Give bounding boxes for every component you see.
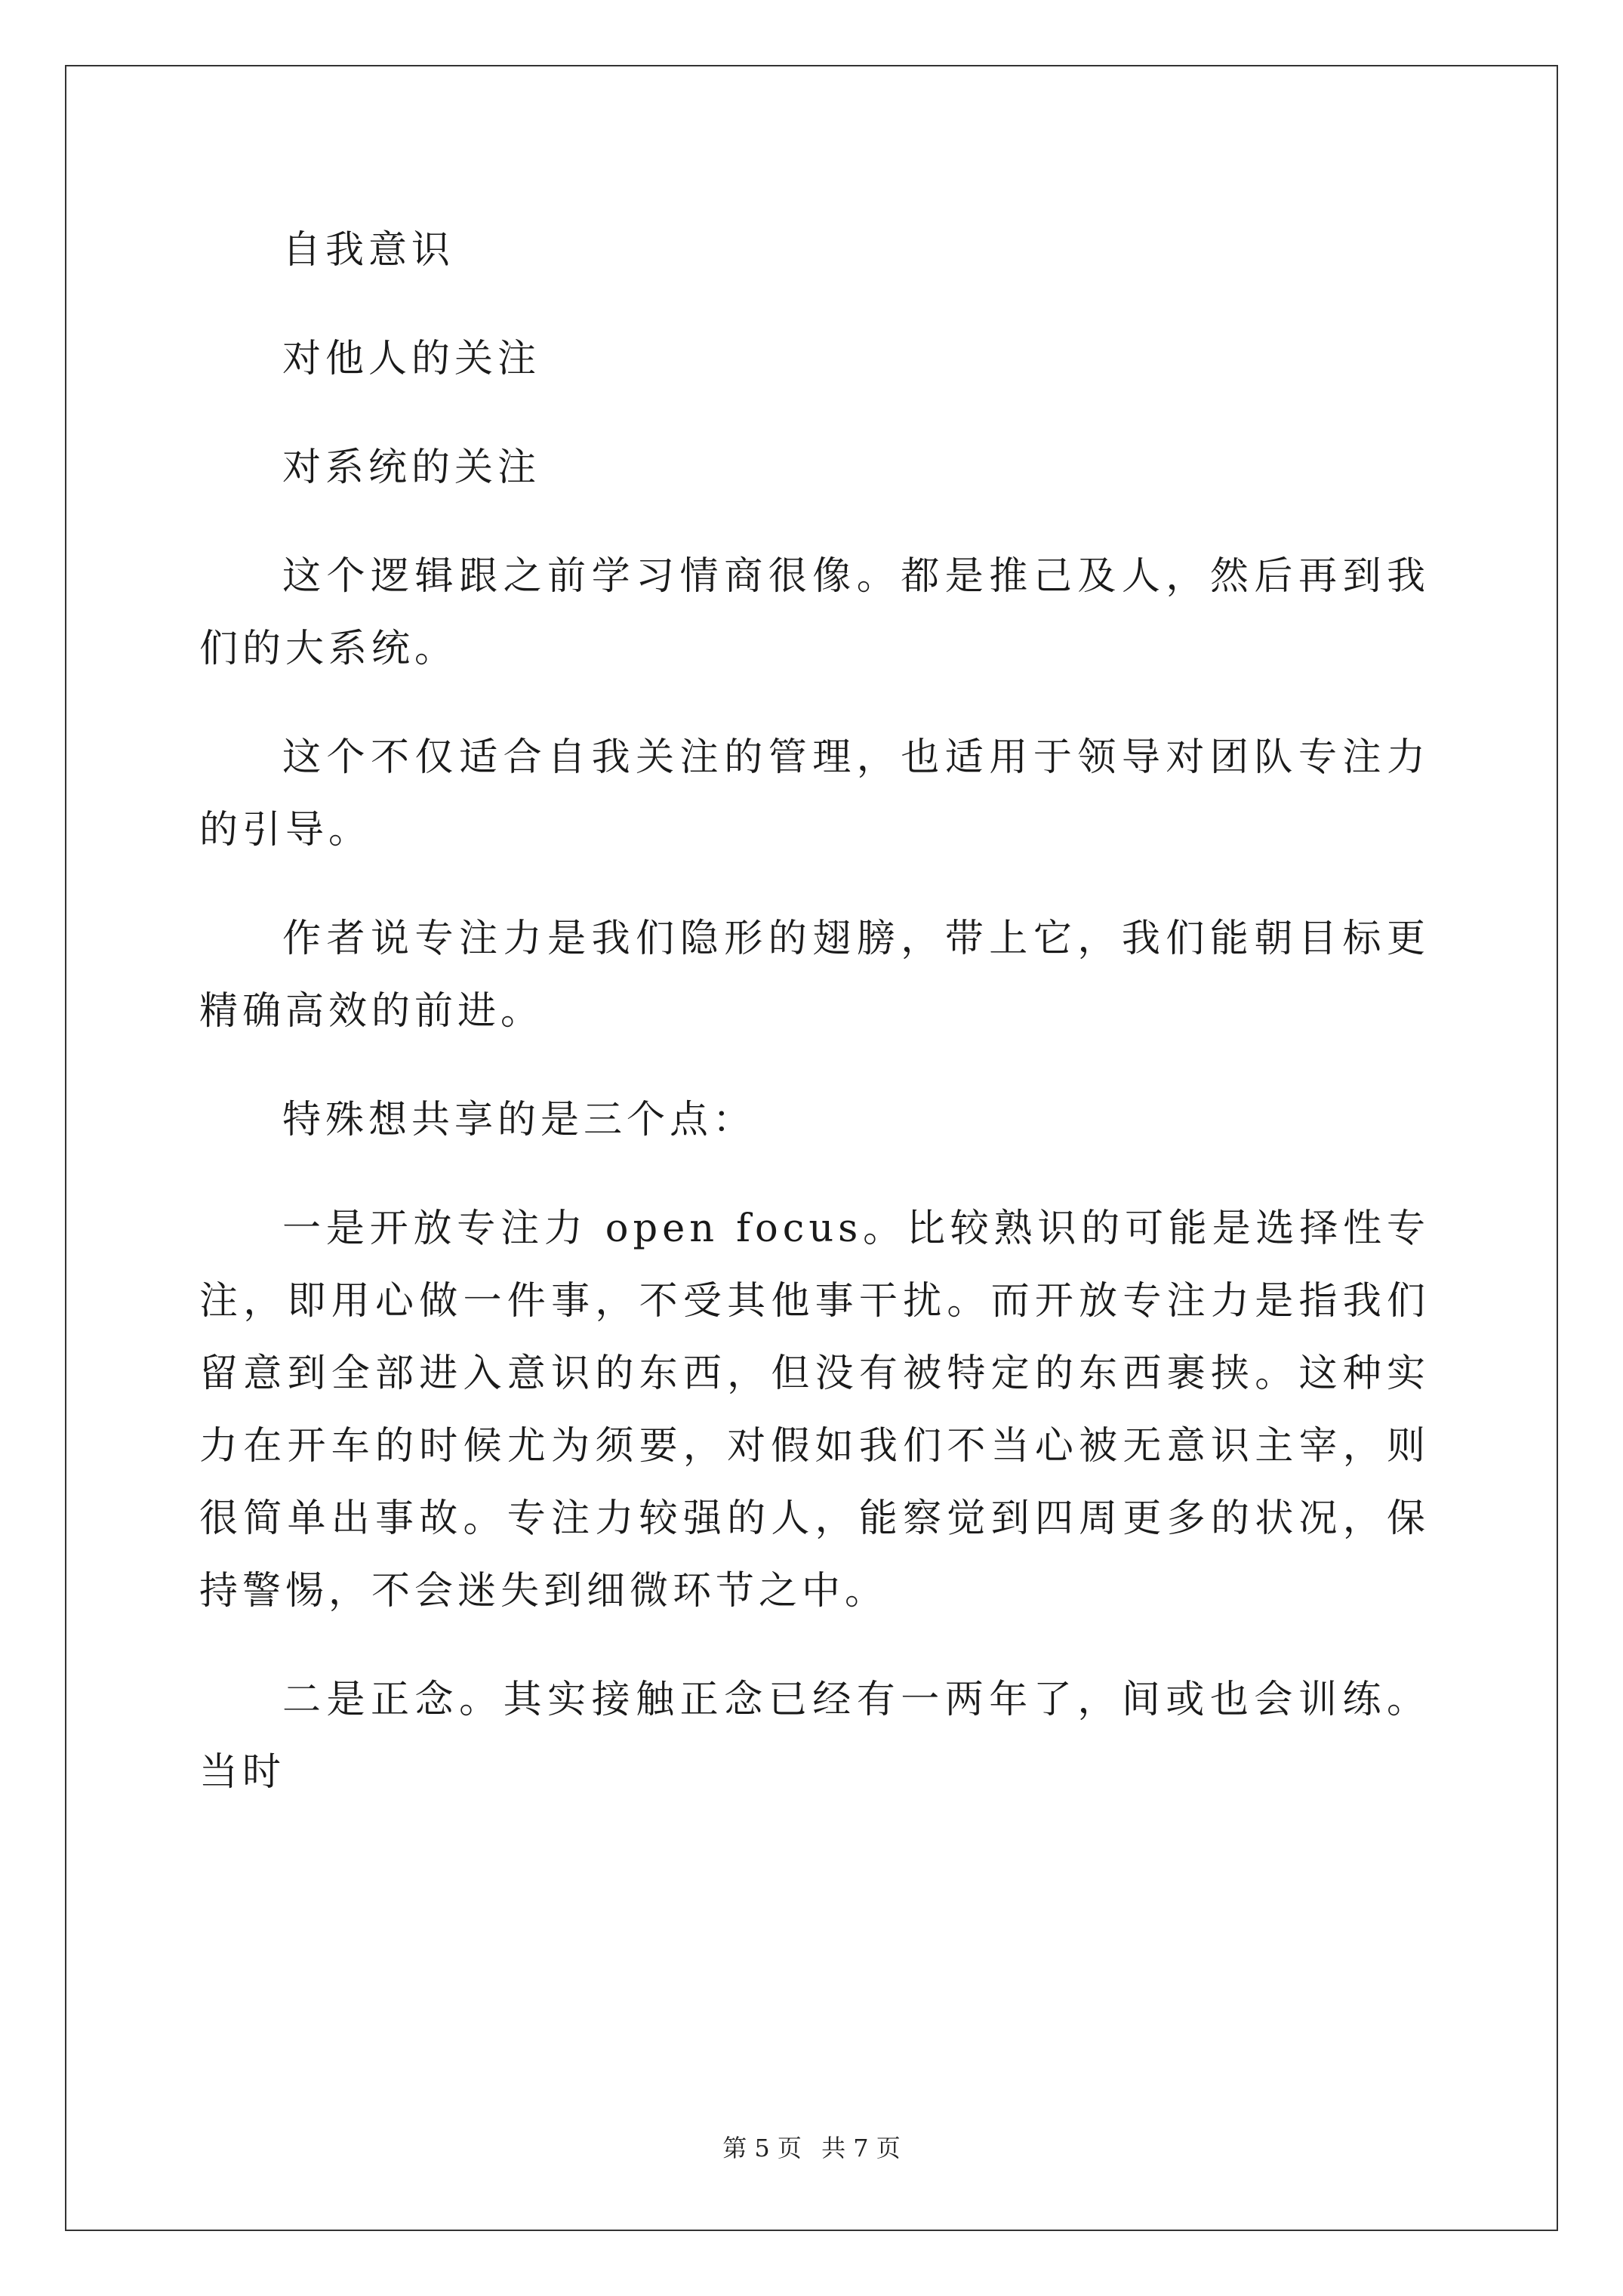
paragraph: 这个逻辑跟之前学习情商很像。都是推己及人，然后再到我们的大系统。 bbox=[199, 554, 1430, 671]
paragraph: 二是正念。其实接触正念已经有一两年了，间或也会训练。当时 bbox=[199, 1678, 1430, 1795]
page-footer bbox=[0, 2129, 1623, 2164]
document-body bbox=[199, 214, 1430, 1845]
paragraph: 作者说专注力是我们隐形的翅膀，带上它，我们能朝目标更精确高效的前进。 bbox=[199, 917, 1430, 1034]
paragraph: 对系统的关注 bbox=[282, 445, 541, 490]
paragraph: 一是开放专注力 open focus。比较熟识的可能是选择性专注，即用心做一件事，不受其他事干扰。而开放专注力是指我们留意到全部进入意识的东西，但没有被特定的东西裹挟。这种实力在开车的时候尤为须要，对假如我们不当心被无意识主宰，则很简单出事故。专注力较强的人，能察觉到四周更多的状况，保持警惕，不会迷失到细微环节之中。 bbox=[199, 1207, 1430, 1613]
paragraph: 自我意识 bbox=[282, 228, 455, 273]
paragraph: 这个不仅适合自我关注的管理，也适用于领导对团队专注力的引导。 bbox=[199, 735, 1430, 852]
paragraph: 对他人的关注 bbox=[282, 337, 541, 381]
page-number-total: 共 7 页 bbox=[821, 2134, 901, 2162]
page-number-current: 第 5 页 bbox=[722, 2134, 802, 2162]
paragraph: 特殊想共享的是三个点： bbox=[282, 1098, 756, 1142]
